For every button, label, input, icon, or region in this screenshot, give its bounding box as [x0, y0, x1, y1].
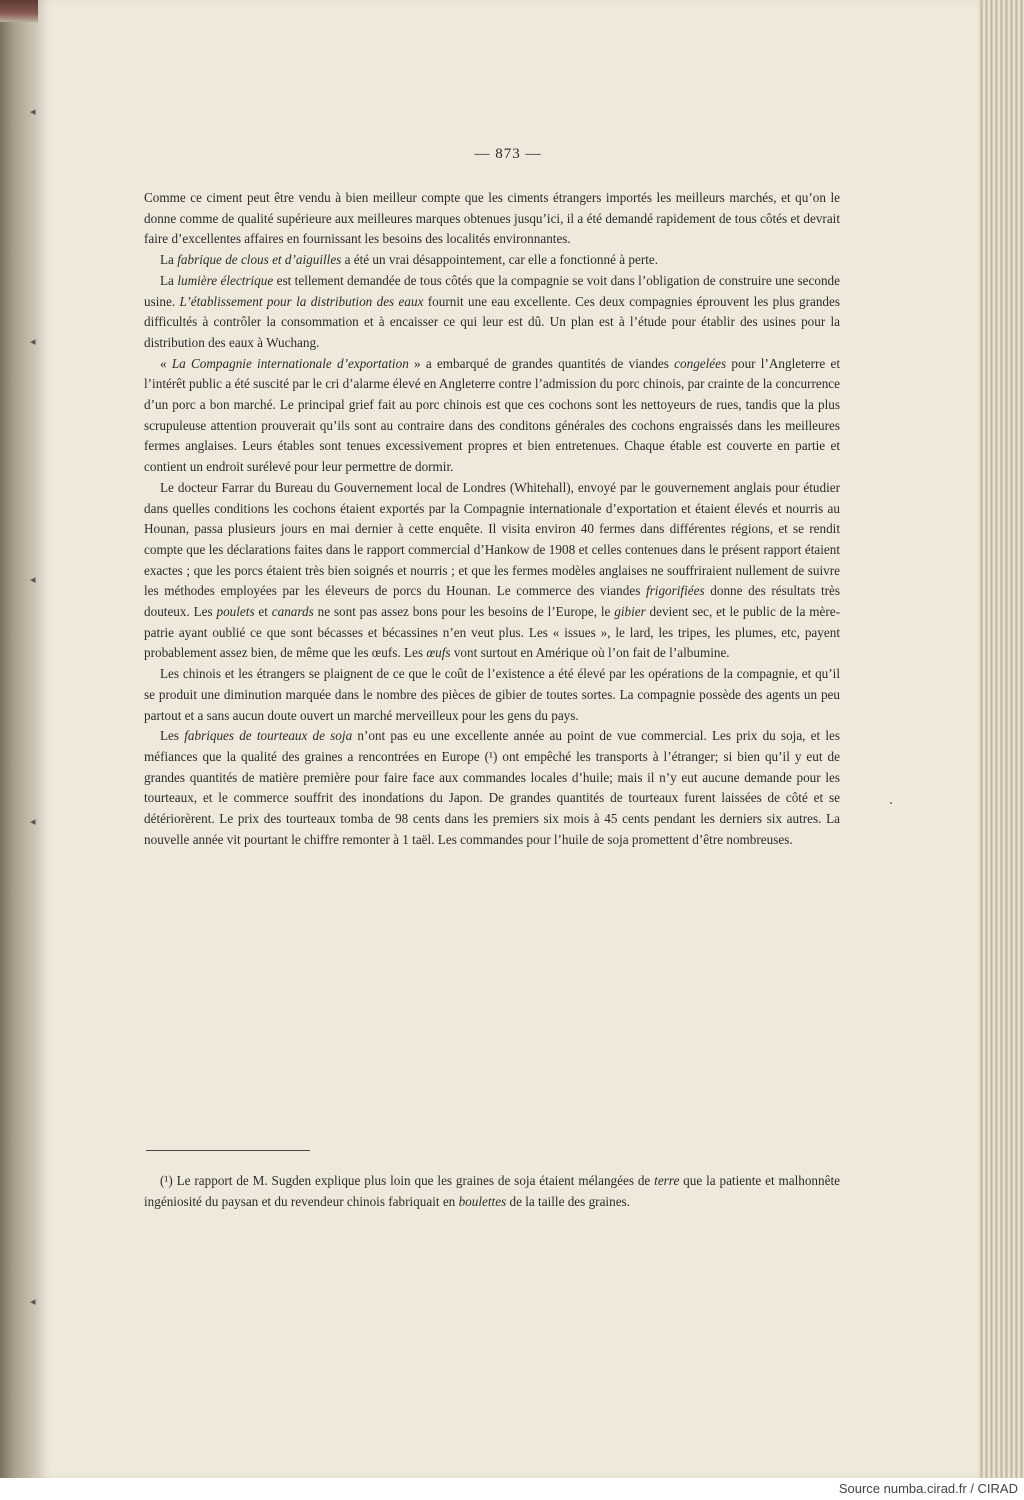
- italic-term: lumière électrique: [177, 272, 274, 288]
- italic-term: L’établissement pour la distribution des eaux: [179, 293, 424, 309]
- text-run: devient sec, et le public de la mère-patrie ayant oublié ce que sont bécasses et bécassines n’en veut plus. Les « issues », le lard, les tripes, les plumes, etc, payent probablement assez bien, de même que les œufs. Les: [144, 604, 840, 661]
- text-run: a été un vrai désappointement, car elle a fonctionné à perte.: [341, 252, 659, 268]
- text-run: La: [160, 252, 178, 268]
- text-run: fournit une eau excellente. Ces deux compagnies éprouvent les plus grandes difficultés à contrôler la consommation et à encaisser ce qui leur est dû. Un plan est à l’étude pour établir des usines pour la distribution des eaux à Wuchang.: [144, 293, 840, 350]
- text-run: n’ont pas eu une excellente année au point de vue commercial. Les prix du soja, et les méfiances que la qualité des graines a rencontrées en Europe (¹) ont empêché les transports à l’étranger; si bien qu’il y eut de grandes quantités de matière première pour faire face aux commandes locales d’huile; mais il n’y eut aucune demande pour les tourteaux, et le commerce souffrit des inondations du Japon. De grandes quantités de tourteaux furent laissées de côté et se détériorèrent. Le prix des tourteaux tomba de 98 cents dans les premiers six mois à 45 cents pendant les derniers six autres. La nouvelle année vit pourtant le chiffre remonter à 1 taël. Les commandes pour l’huile de soja promettent d’être nombreuses.: [144, 728, 840, 847]
- footnote-rule: [146, 1150, 310, 1151]
- source-credit: Source numba.cirad.fr / CIRAD: [838, 1481, 1018, 1496]
- margin-tick-mark: ◂: [30, 573, 36, 586]
- margin-tick-mark: ◂: [30, 1295, 36, 1308]
- text-run: (¹) Le rapport de M. Sugden explique plus loin que les graines de soja étaient mélangées de: [160, 1173, 655, 1188]
- italic-term: œufs: [426, 645, 451, 661]
- paragraph: [144, 478, 840, 664]
- text-run: que la patiente et malhonnête ingéniosité du paysan et du revendeur chinois fabriquait en: [144, 1173, 840, 1209]
- book-binding-edge: [0, 0, 38, 1500]
- text-run: et: [254, 604, 272, 620]
- paragraph: [144, 726, 840, 850]
- text-run: vont surtout en Amérique où l’on fait de l’albumine.: [450, 645, 730, 661]
- paragraph: [144, 188, 840, 250]
- italic-term: terre: [654, 1173, 680, 1188]
- text-run: ne sont pas assez bons pour les besoins de l’Europe, le: [313, 604, 615, 620]
- text-run: Les chinois et les étrangers se plaignent de ce que le coût de l’existence a été élevé par les opérations de la compagnie, et qu’il se produit une diminution marquée dans le nombre des pièces de gibier de toutes sortes. La compagnie possède des agents un peu partout et a sans aucun doute ouvert un marché merveilleux pour les gens du pays.: [144, 666, 840, 723]
- italic-term: frigorifiées: [645, 583, 705, 599]
- footnote-paragraph: [144, 1170, 840, 1212]
- text-run: pour l’Angleterre et l’intérêt public a été suscité par le cri d’alarme élevé en Angleterre contre l’admission du porc chinois, par crainte de la concurrence d’un porc a bon marché. Le principal grief fait au porc chinois est que ces cochons sont les nettoyeurs de rues, tandis que la plus scrupuleuse attention prouverait qu’ils sont au contraire dans des conditons générales des cochons engraissés dans les meilleures fermes anglaises. Leurs étables sont tenues excessivement propres et bien entretenues. Chaque étable est couverte en partie et contient un endroit surélevé pour leur permettre de dormir.: [144, 355, 840, 475]
- text-run: est tellement demandée de tous côtés que la compagnie se voit dans l’obligation de construire une seconde usine.: [144, 272, 840, 309]
- text-run: donne des résultats très douteux. Les: [144, 583, 840, 620]
- italic-term: gibier: [614, 604, 646, 620]
- paragraph: [144, 664, 840, 726]
- italic-term: poulets: [216, 604, 255, 620]
- margin-tick-mark: ◂: [30, 815, 36, 828]
- body-text: [144, 188, 840, 851]
- book-page: [38, 0, 978, 1478]
- text-run: La: [160, 272, 178, 288]
- italic-term: fabriques de tourteaux de soja: [184, 728, 353, 744]
- margin-tick-mark: ◂: [30, 335, 36, 348]
- paragraph: [144, 271, 840, 354]
- text-run: Comme ce ciment peut être vendu à bien meilleur compte que les ciments étrangers importés les meilleurs marchés, et qu’on le donne comme de qualité supérieure aux meilleures marques obtenues jusqu’ici, il a été demandé rapidement de tous côtés et devrait faire d’excellentes affaires en fournissant les besoins des localités environnantes.: [144, 190, 840, 247]
- paragraph: [144, 250, 840, 271]
- italic-term: congelées: [674, 355, 727, 371]
- italic-term: boulettes: [458, 1194, 507, 1209]
- text-run: Les: [160, 728, 185, 744]
- text-run: «: [160, 355, 172, 371]
- speck-mark: [890, 802, 892, 804]
- text-run: Le docteur Farrar du Bureau du Gouvernement local de Londres (Whitehall), envoyé par le gouvernement anglais pour étudier dans quelles conditions les cochons étaient exportés par la Compagnie internationale d’exportation et étaient élevés et nourris au Hounan, passa plusieurs jours en mai dernier à cette enquête. Il visita environ 40 fermes dans différentes régions, et se rendit compte que les déclarations faites dans le rapport commercial d’Hankow de 1908 et celles contenues dans le présent rapport étaient exactes ; que les porcs étaient très bien soignés et nourris ; et que les fermes modèles anglaises ne souffriraient nullement de suivre les méthodes employées par les éleveurs de porcs du Hounan. Le commerce des viandes: [144, 479, 840, 599]
- text-run: de la taille des graines.: [506, 1194, 630, 1209]
- footnote: [144, 1170, 840, 1212]
- page-stack-edge: [978, 0, 1024, 1478]
- paragraph: [144, 354, 840, 478]
- margin-tick-mark: ◂: [30, 105, 36, 118]
- page-number: — 873 —: [474, 146, 542, 162]
- italic-term: canards: [271, 604, 314, 620]
- italic-term: La Compagnie internationale d’exportation: [171, 355, 409, 371]
- italic-term: fabrique de clous et d’aiguilles: [177, 252, 342, 268]
- text-run: » a embarqué de grandes quantités de viandes: [408, 355, 675, 371]
